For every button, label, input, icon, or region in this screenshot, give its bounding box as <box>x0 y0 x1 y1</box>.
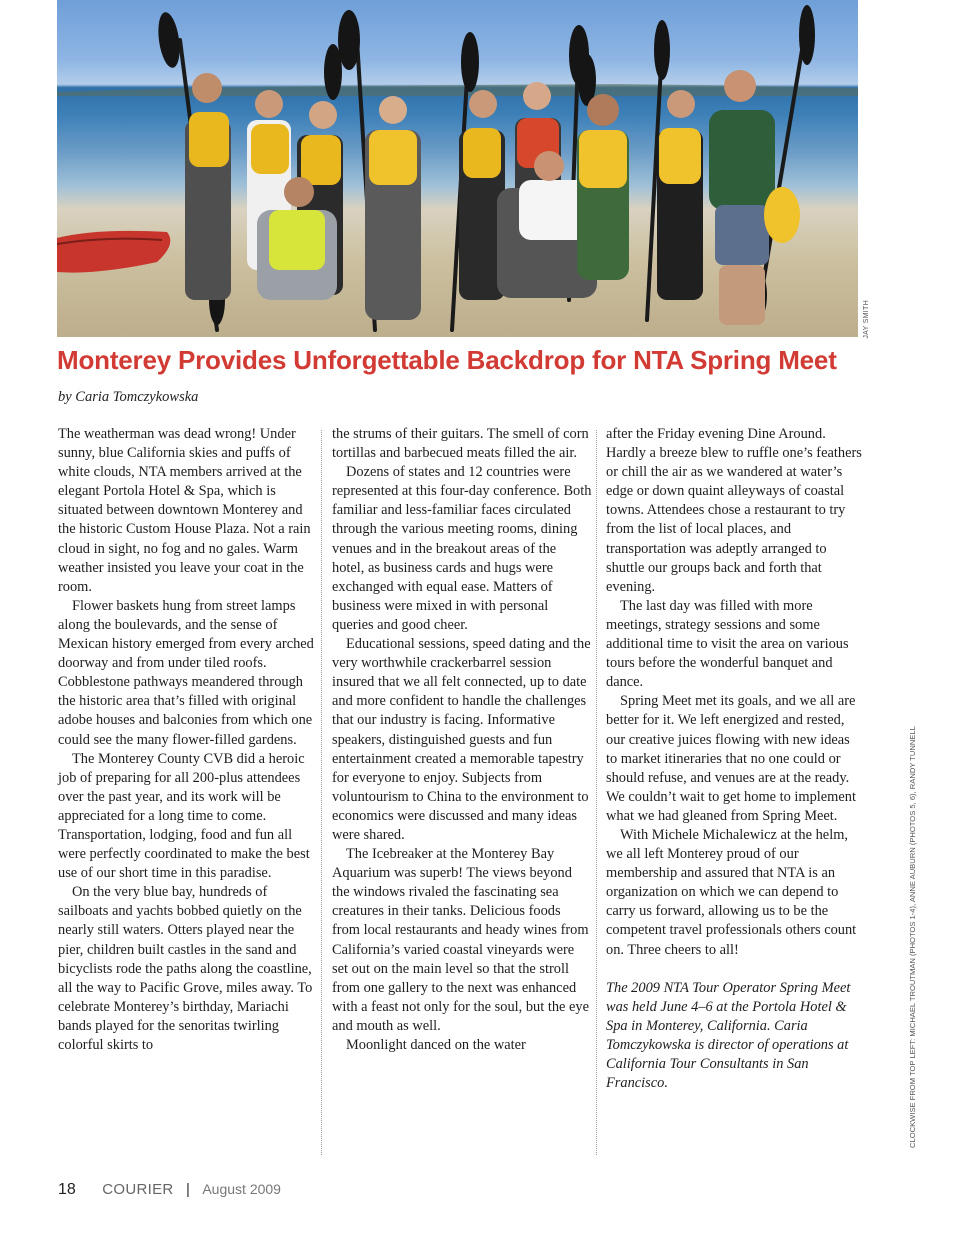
kayak-group-photo <box>57 0 858 337</box>
paragraph: Educational sessions, speed dating and the very worthwhile crackerbarrel session insured that we all felt connected, up to date and more confident to handle the challenges that our industry is facing. Informative speakers, distinguished guests and fun entertainment created a memorable tapestry for everyone to enjoy. Subjects from voluntourism to China to the environment to economics were discussed and many ideas were shared. <box>332 636 591 843</box>
photo-credits-vertical: CLOCKWISE FROM TOP LEFT: MICHAEL TROUTMAN (PHOTOS 1-4), ANNE AUBURN (PHOTOS 5, 6), RANDY TUNNELL <box>908 726 917 1148</box>
paragraph: The weatherman was dead wrong! Under sunny, blue California skies and puffs of white clouds, NTA members arrived at the elegant Portola Hotel & Spa, which is situated between downtown Monterey and the historic Custom House Plaza. Not a rain cloud in sight, no fog and no gales. Warm weather insisted you leave your coat in the room. <box>58 426 311 595</box>
paragraph: On the very blue bay, hundreds of sailboats and yachts bobbed quietly on the nearly still waters. Otters played near the pier, children built castles in the sand and bicyclists rode the paths along the coastline, all the way to Pacific Grove, miles away. To celebrate Monterey’s birthday, Mariachi bands played for the senoritas twirling colorful skirts to <box>58 884 313 1053</box>
column-divider <box>596 430 597 1155</box>
page-number: 18 <box>58 1181 76 1198</box>
paragraph: Flower baskets hung from street lamps along the boulevards, and the sense of Mexican history emerged from every arched doorway and from under tiled roofs. Cobblestone pathways meandered through the historic area that’s filled with original adobe houses and balconies from which one could see the many flower-filled gardens. <box>58 597 314 748</box>
paragraph: The Monterey County CVB did a heroic job of preparing for all 200-plus attendees over the past year, and its work will be appreciated for a long time to come. Transportation, lodging, food and fun all were perfectly coordinated to make the best use of our short time in this paradise. <box>58 750 310 882</box>
article-column-1 <box>58 425 316 1055</box>
footer-separator: | <box>185 1181 190 1198</box>
paragraph: the strums of their guitars. The smell of corn tortillas and barbecued meats filled the air. <box>332 426 589 462</box>
article-column-3 <box>606 425 864 1093</box>
paragraph: The Icebreaker at the Monterey Bay Aquarium was superb! The views beyond the windows rivaled the fascinating sea creatures in their tanks. Delicious foods from local restaurants and heady wines from California’s varied coastal vineyards were set out on the main level so that the stroll from one gallery to the next was enhanced with a feast not only for the soul, but the eye and mouth as well. <box>332 846 589 1034</box>
paragraph: Moonlight danced on the water <box>346 1037 526 1053</box>
author-note: The 2009 NTA Tour Operator Spring Meet was held June 4–6 at the Portola Hotel & Spa in Monterey, California. Caria Tomczykowska is director of operations at California Tour Consultants in San Francisco. <box>606 979 851 1092</box>
paragraph: With Michele Michalewicz at the helm, we all left Monterey proud of our membership and assured that NTA is an organization on which we can depend to carry us forward, allowing us to be the competent travel professionals others count on. Three cheers to all! <box>606 826 857 958</box>
paragraph: Spring Meet met its goals, and we all are better for it. We left energized and rested, our creative juices flowing with new ideas to market itineraries that no one could or should refuse, and venues are at the ready. We couldn’t wait to get home to implement what we had gleaned from Spring Meet. <box>606 693 856 824</box>
paragraph: after the Friday evening Dine Around. Hardly a breeze blew to ruffle one’s feathers or chill the air as we wandered at water’s edge or down quaint alleyways of coastal towns. Attendees chose a restaurant to try from the list of local places, and transportation was adeptly arranged to shuttle our groups back and forth that evening. <box>606 426 862 595</box>
article-column-2 <box>332 425 592 1055</box>
article-byline: by Caria Tomczykowska <box>58 389 199 405</box>
magazine-name: COURIER <box>102 1181 174 1198</box>
page-footer <box>58 1181 281 1199</box>
photo-credit: JAY SMITH <box>863 300 870 339</box>
article-photo <box>57 0 858 337</box>
column-divider <box>321 430 322 1155</box>
paragraph: Dozens of states and 12 countries were represented at this four-day conference. Both familiar and less-familiar faces circulated through the various meeting rooms, dining venues and in the breakout areas of the hotel, as business cards and hugs were exchanged with equal ease. Matters of business were mixed in with personal queries and good cheer. <box>332 464 592 633</box>
article-headline: Monterey Provides Unforgettable Backdrop for NTA Spring Meet <box>57 345 837 375</box>
paragraph: The last day was filled with more meetings, strategy sessions and some additional time to visit the area on various tours before the wonderful banquet and dance. <box>606 597 849 691</box>
issue-date: August 2009 <box>202 1181 281 1197</box>
